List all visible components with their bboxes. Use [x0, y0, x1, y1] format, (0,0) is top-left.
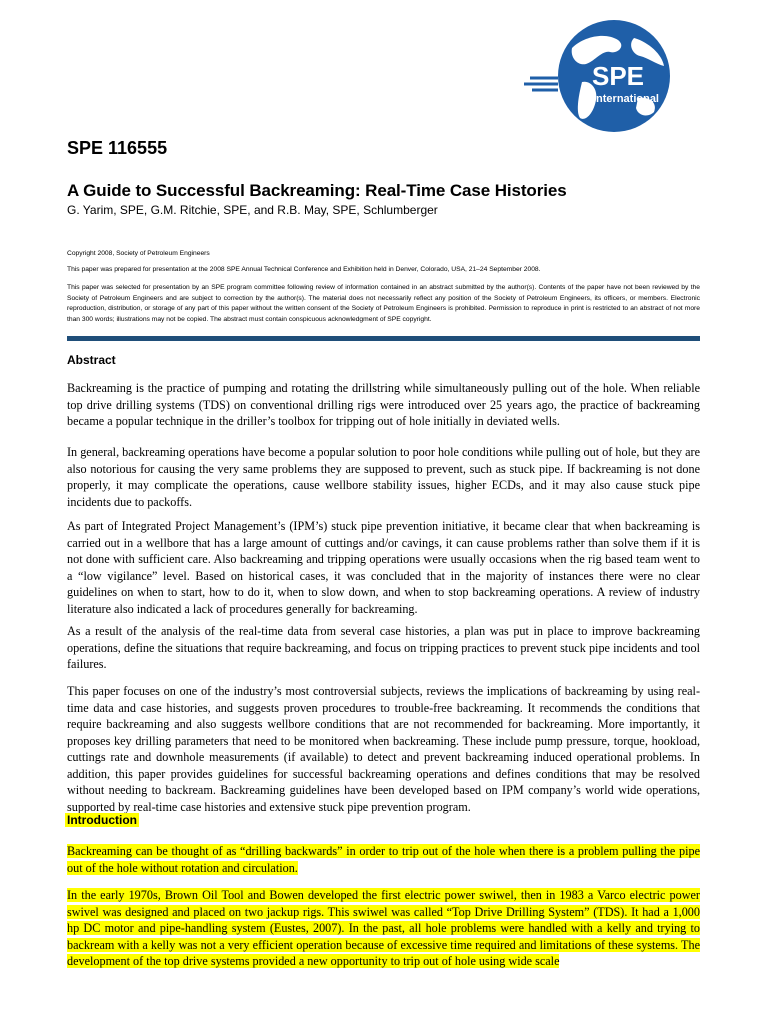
introduction-paragraph [67, 887, 700, 970]
review-disclaimer: This paper was selected for presentation by an SPE program committee following review of information contained in an abstract submitted by the author(s). Contents of the paper have not been reviewed by the Society of Petroleum Engineers and are subject to correction by the author(s). The material does not necessarily reflect any position of the Society of Petroleum Engineers, its officers, or members. Electronic reproduction, distribution, or storage of any part of this paper without the written consent of the Society of Petroleum Engineers is prohibited. Permission to reproduce in print is restricted to an abstract of not more than 300 words; illustrations may not be copied. The abstract must contain conspicuous acknowledgment of SPE copyright. [67, 284, 700, 323]
abstract-paragraph: As a result of the analysis of the real-time data from several case histories, a plan was put in place to improve backreaming operations, define the situations that require backreaming, and focus on tripping practices to prevent stuck pipe incidents and tool failures. [67, 624, 700, 671]
section-divider [67, 336, 700, 341]
author-line: G. Yarim, SPE, G.M. Ritchie, SPE, and R.B. May, SPE, Schlumberger [67, 203, 438, 217]
abstract-paragraph: This paper focuses on one of the industry’s most controversial subjects, reviews the implications of backreaming by using real-time data and case histories, and suggests proven procedures to trouble-free backreaming. It recommends the conditions that require backreaming and also suggests wellbore conditions that are not recommended for backreaming. More importantly, it proposes key drilling parameters that need to be monitored when backreaming. These include pump pressure, torque, hookload, cuttings rate and downhole measurements (if available) to detect and prevent backreaming induced operational problems. In addition, this paper provides guidelines for successful backreaming operations and defines conditions that may be resolved without needing to backream. Backreaming guidelines have been developed based on IPM company’s world wide operations, supported by real-time case histories and extensive stuck pipe prevention program. [67, 684, 700, 814]
paper-number: SPE 116555 [67, 138, 168, 158]
introduction-paragraph [67, 843, 700, 876]
copyright-notice: Copyright 2008, Society of Petroleum Engineers [67, 250, 210, 257]
introduction-heading: Introduction [67, 813, 137, 827]
logo-text-spe: SPE [591, 61, 645, 91]
abstract-paragraph: As part of Integrated Project Management’s (IPM’s) stuck pipe prevention initiative, it became clear that when backreaming is carried out in a wellbore that has a large amount of cuttings and/or cavings, it can cause problems rather than solve them if it is not done with sufficient care. Also backreaming and tripping operations were usually occasions when the rig based team went to a “low vigilance” level. Based on historical cases, it was concluded that in the majority of instances there were no clear guidelines on when to start, how to do it, when to slow down, and when to stop backreaming operations. A review of industry literature also indicated a lack of procedures generally for backreaming. [67, 519, 700, 616]
paper-title: A Guide to Successful Backreaming: Real-Time Case Histories [67, 181, 567, 200]
highlighted-text: In the early 1970s, Brown Oil Tool and Bowen developed the first electric power swiwel, then in 1983 a Varco electric power swivel was designed and placed on two jackup rigs. This swiwel was called “Top Drive Drilling System” (TDS). It had a 1,000 hp DC motor and pipe-handling system (Eustes, 2007). In the past, all hole problems were handled with a kelly and trying to backream with a kelly was not a very efficient operation because of excessive time required and limitations of these systems. The development of the top drive systems provided a new opportunity to trip out of hole using wide scale [67, 888, 700, 968]
presentation-notice: This paper was prepared for presentation at the 2008 SPE Annual Technical Conference and Exhibition held in Denver, Colorado, USA, 21–24 September 2008. [67, 266, 541, 273]
highlighted-text: Backreaming can be thought of as “drilling backwards” in order to trip out of the hole when there is a problem pulling the pipe out of the hole without rotation and circulation. [67, 844, 700, 875]
logo-text-international: International [592, 93, 660, 105]
spe-international-logo [514, 18, 684, 138]
abstract-paragraph: Backreaming is the practice of pumping and rotating the drillstring while simultaneously pulling out of the hole. When reliable top drive drilling systems (TDS) on conventional drilling rigs were introduced over 25 years ago, the practice of backreaming became a popular technique in the driller’s toolbox for tripping out of hole initially in deviated wells. [67, 381, 700, 428]
abstract-heading: Abstract [67, 353, 116, 367]
abstract-paragraph: In general, backreaming operations have become a popular solution to poor hole conditions while pulling out of hole, but they are also notorious for causing the very same problems they are supposed to prevent, such as stuck pipe. If backreaming is not done properly, it may complicate the operations, cause wellbore stability issues, higher ECDs, and it may also cause stuck pipe incidents due to packoffs. [67, 445, 700, 509]
